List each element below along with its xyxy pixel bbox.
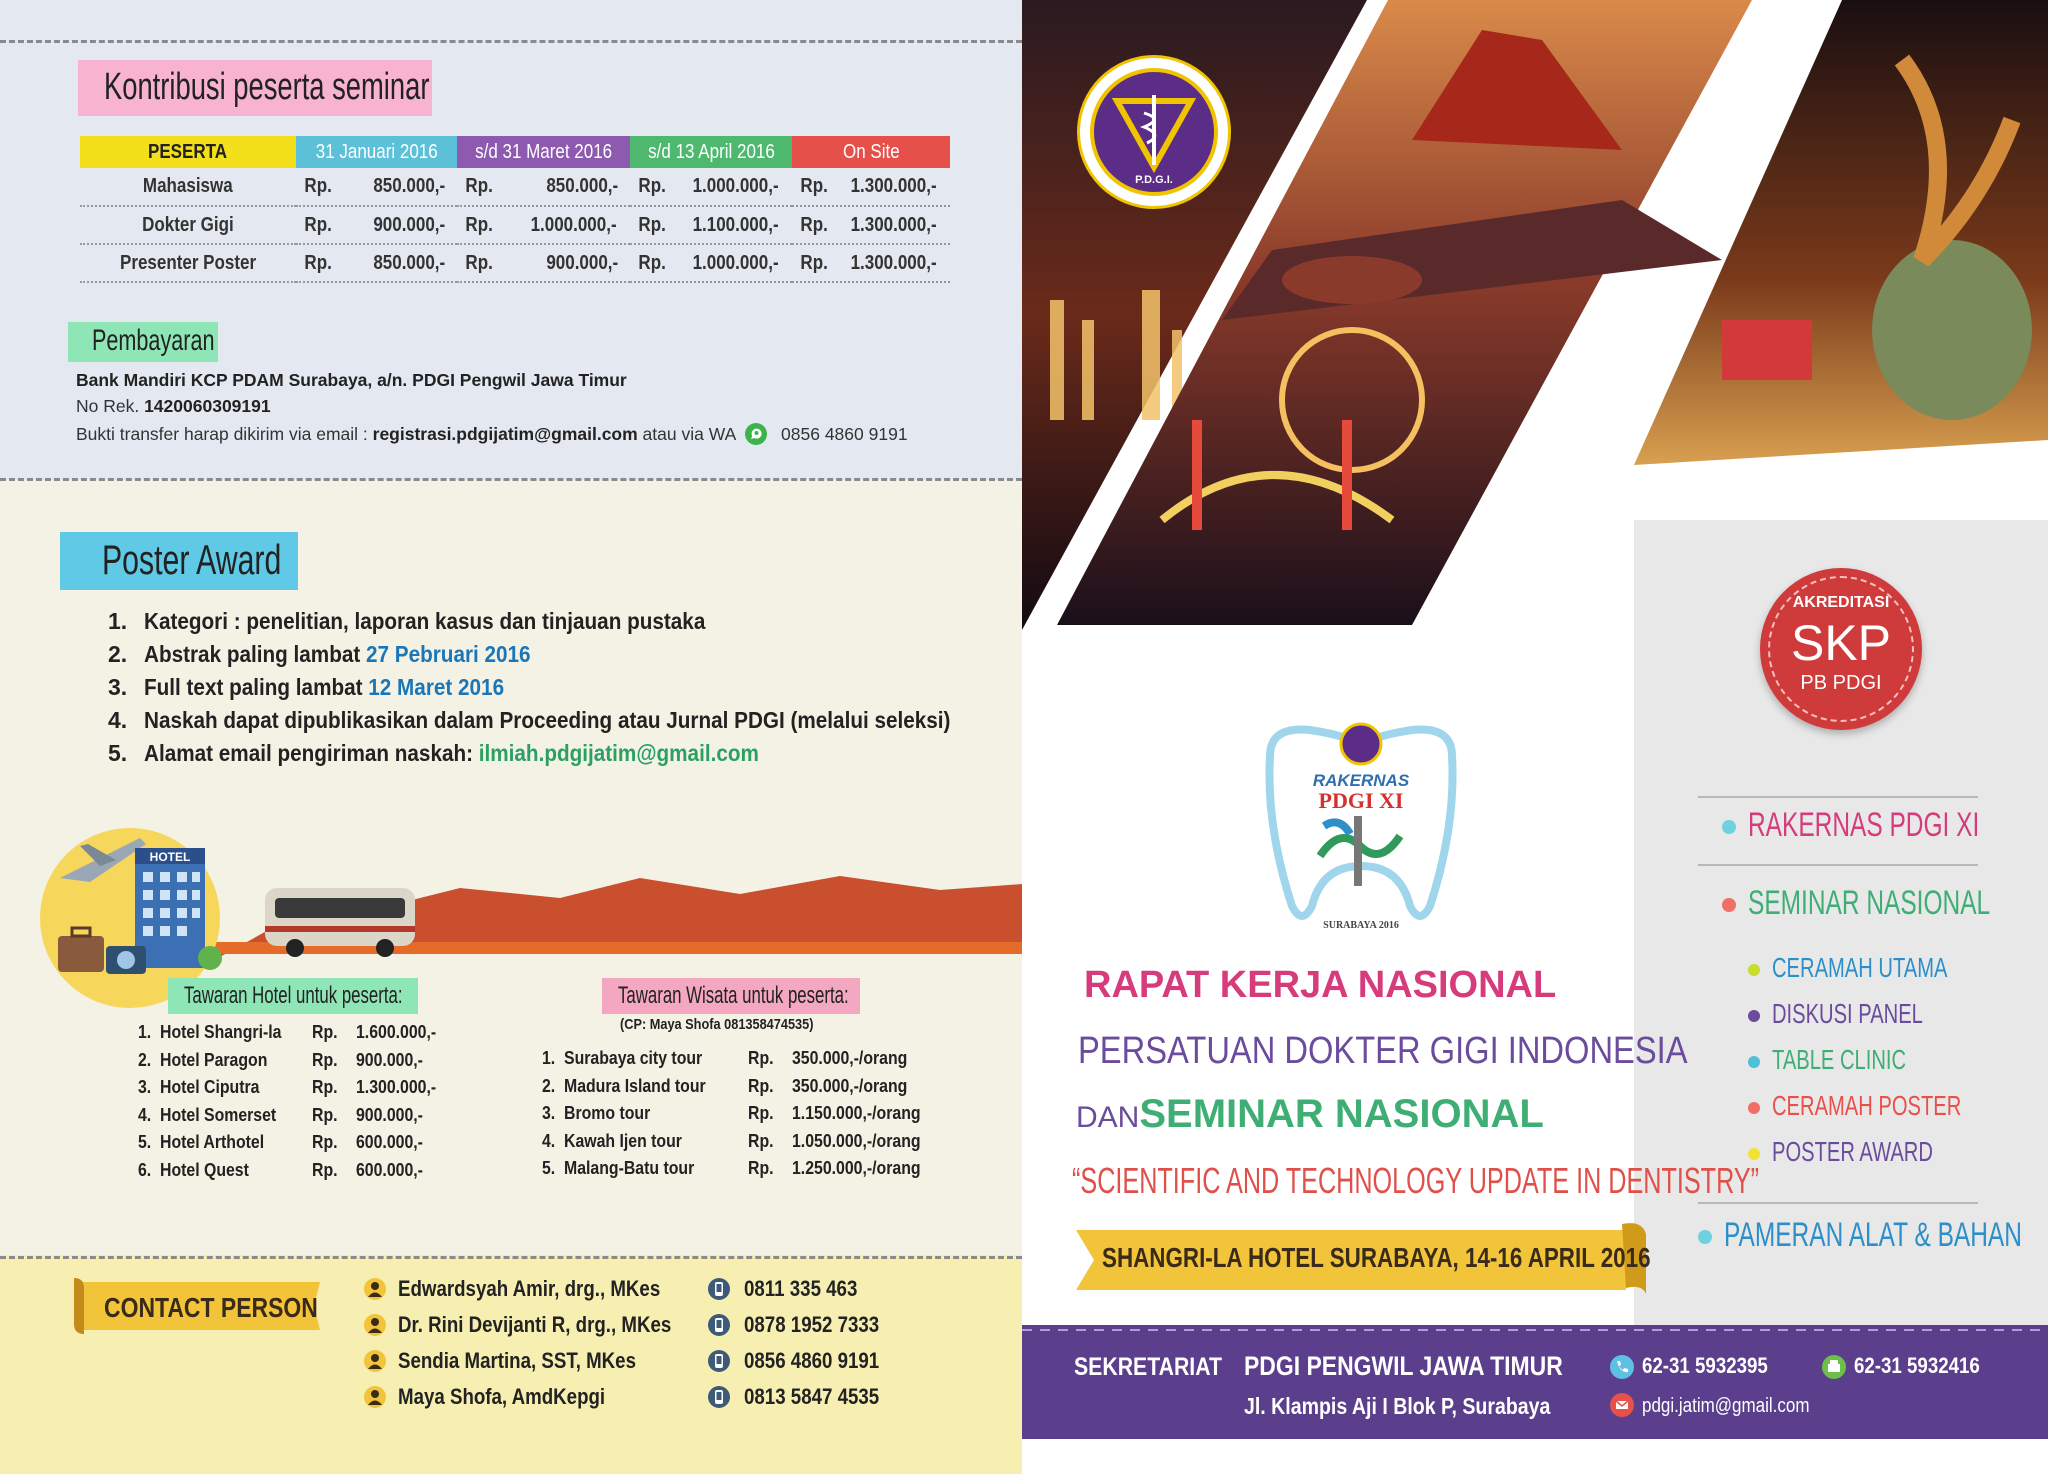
phone-icon <box>708 1314 730 1336</box>
tour-offer-item: 2. Madura Island tour Rp. 350.000,-/orang <box>542 1075 908 1096</box>
fees-amount-cell: Rp. 900.000,- <box>457 244 630 282</box>
whatsapp-icon <box>744 422 768 446</box>
menu-divider <box>1698 796 1978 798</box>
phone-icon <box>708 1350 730 1372</box>
contact-person-row: Dr. Rini Devijanti R, drg., MKes <box>364 1312 720 1348</box>
fees-heading: Kontribusi peserta seminar <box>78 60 432 116</box>
svg-text:RAKERNAS: RAKERNAS <box>1312 771 1410 790</box>
seminar-sub-item: TABLE CLINIC <box>1748 1044 2035 1090</box>
tree-shape <box>198 946 222 970</box>
stitch-divider <box>0 478 1022 481</box>
award-item: 3. Full text paling lambat 12 Maret 2016 <box>108 674 505 700</box>
hotel-offer-item: 6. Hotel Quest Rp. 600.000,- <box>138 1159 423 1180</box>
award-list <box>108 608 1022 773</box>
footer-dash <box>1022 1325 2048 1335</box>
fees-header-cell: PESERTA <box>80 136 296 168</box>
footer-bar <box>1022 1325 2048 1439</box>
tour-offer-item: 1. Surabaya city tour Rp. 350.000,-/orang <box>542 1048 908 1068</box>
fees-header-cell: On Site <box>792 136 950 168</box>
left-panel <box>0 0 1022 1474</box>
fees-participant-cell: Presenter Poster <box>80 244 296 282</box>
svg-text:SURABAYA 2016: SURABAYA 2016 <box>1323 920 1399 931</box>
person-icon <box>364 1278 386 1300</box>
person-icon <box>364 1386 386 1408</box>
tour-offer-list <box>542 1048 942 1186</box>
camera-icon <box>106 946 146 974</box>
contact-phone-row: 0856 4860 9191 <box>708 1348 903 1384</box>
contact-person-row: Edwardsyah Amir, drg., MKes <box>364 1276 720 1312</box>
seminar-sub-item: POSTER AWARD <box>1748 1136 2035 1182</box>
contact-phone-row: 0811 335 463 <box>708 1276 903 1312</box>
hotel-offer-item: 1. Hotel Shangri-la Rp. 1.600.000,- <box>138 1022 437 1042</box>
tour-offer-item: 3. Bromo tour Rp. 1.150.000,-/orang <box>542 1103 921 1123</box>
fees-amount-cell: Rp. 1.000.000,- <box>630 244 792 282</box>
menu-divider <box>1698 864 1978 866</box>
menu-item-rakernas: RAKERNAS PDGI XI <box>1722 806 2048 845</box>
fees-amount-cell: Rp. 900.000,- <box>296 206 457 244</box>
award-item: 1. Kategori : penelitian, laporan kasus dan tinjauan pustaka <box>108 608 706 634</box>
skp-badge <box>1760 568 1922 730</box>
hotel-offer-item: 2. Hotel Paragon Rp. 900.000,- <box>138 1049 423 1070</box>
contact-person-row: Maya Shofa, AmdKepgi <box>364 1384 720 1420</box>
fees-participant-cell: Mahasiswa <box>80 168 296 206</box>
hotel-offer-item: 5. Hotel Arthotel Rp. 600.000,- <box>138 1132 423 1152</box>
fees-row <box>80 206 950 244</box>
phone-icon <box>708 1386 730 1408</box>
tour-contact-note: (CP: Maya Shofa 081358474535) <box>620 1016 814 1033</box>
fees-amount-cell: Rp. 1.300.000,- <box>792 244 950 282</box>
skp-bottom-text: PB PDGI <box>1800 672 1882 694</box>
payment-proof: Bukti transfer harap dikirim via email : registrasi.pdgijatim@gmail.com atau via WA 0856 4860 9191 <box>76 424 908 444</box>
hotel-offer-heading: Tawaran Hotel untuk peserta: <box>168 978 418 1014</box>
hotel-offer-item: 3. Hotel Ciputra Rp. 1.300.000,- <box>138 1077 437 1097</box>
title-line-4: “SCIENTIFIC AND TECHNOLOGY UPDATE IN DENTISTRY” <box>1072 1160 1760 1201</box>
rakernas-logo <box>1250 716 1472 938</box>
venue-text: SHANGRI-LA HOTEL SURABAYA, 14-16 APRIL 2016 <box>1102 1242 1651 1273</box>
award-heading: Poster Award <box>60 532 298 590</box>
footer-address: Jl. Klampis Aji I Blok P, Surabaya <box>1244 1393 1551 1419</box>
contact-phone-row: 0813 5847 4535 <box>708 1384 903 1420</box>
bullet-icon <box>1722 820 1736 834</box>
footer-phone: 62-31 5932395 <box>1642 1353 1768 1378</box>
fees-amount-cell: Rp. 1.300.000,- <box>792 206 950 244</box>
phone-icon <box>1610 1355 1634 1379</box>
phone-icon <box>708 1278 730 1300</box>
menu-item-pameran: PAMERAN ALAT & BAHAN <box>1698 1216 2048 1255</box>
person-icon <box>364 1314 386 1336</box>
contact-phone-row: 0878 1952 7333 <box>708 1312 903 1348</box>
fees-amount-cell: Rp. 1.000.000,- <box>630 168 792 206</box>
fees-amount-cell: Rp. 850.000,- <box>296 168 457 206</box>
stitch-divider <box>0 40 1022 43</box>
seminar-sub-item: CERAMAH UTAMA <box>1748 952 2035 998</box>
seminar-sub-list <box>1748 952 2035 1182</box>
fees-header-cell: s/d 31 Maret 2016 <box>457 136 630 168</box>
contact-names <box>364 1276 720 1420</box>
menu-divider <box>1698 1202 1978 1204</box>
hotel-offer-list <box>138 1022 458 1187</box>
payment-bank: Bank Mandiri KCP PDAM Surabaya, a/n. PDGI Pengwil Jawa Timur <box>76 370 627 390</box>
tour-offer-item: 4. Kawah Ijen tour Rp. 1.050.000,-/orang <box>542 1130 921 1151</box>
fees-header-cell: 31 Januari 2016 <box>296 136 457 168</box>
footer-email: pdgi.jatim@gmail.com <box>1642 1395 1810 1417</box>
tour-offer-heading: Tawaran Wisata untuk peserta: <box>602 978 860 1014</box>
title-line-2: PERSATUAN DOKTER GIGI INDONESIA <box>1078 1030 1688 1072</box>
hotel-offer-item: 4. Hotel Somerset Rp. 900.000,- <box>138 1104 423 1125</box>
bullet-icon <box>1722 898 1736 912</box>
fees-amount-cell: Rp. 850.000,- <box>296 244 457 282</box>
payment-account: No Rek. 1420060309191 <box>76 396 271 416</box>
fees-amount-cell: Rp. 1.000.000,- <box>457 206 630 244</box>
contact-heading: CONTACT PERSON <box>104 1292 318 1323</box>
fax-icon <box>1822 1355 1846 1379</box>
award-item: 2. Abstrak paling lambat 27 Pebruari 2016 <box>108 641 531 667</box>
footer-sekretariat: SEKRETARIAT <box>1074 1353 1222 1381</box>
bullet-icon <box>1748 1148 1760 1160</box>
fees-amount-cell: Rp. 1.100.000,- <box>630 206 792 244</box>
title-line-3: DANSEMINAR NASIONAL <box>1076 1092 1544 1136</box>
fees-header-cell: s/d 13 April 2016 <box>630 136 792 168</box>
fees-table <box>80 136 950 283</box>
email-icon <box>1610 1393 1634 1417</box>
fees-participant-cell: Dokter Gigi <box>80 206 296 244</box>
bullet-icon <box>1748 964 1760 976</box>
pdgi-logo-text: P.D.G.I. <box>1135 174 1173 186</box>
svg-text:HOTEL: HOTEL <box>149 850 191 864</box>
award-item: 5. Alamat email pengiriman naskah: ilmiah.pdgijatim@gmail.com <box>108 740 759 766</box>
right-panel <box>1022 0 2048 1474</box>
award-item: 4. Naskah dapat dipublikasikan dalam Proceeding atau Jurnal PDGI (melalui seleksi) <box>108 707 951 733</box>
bullet-icon <box>1748 1102 1760 1114</box>
title-line-1: RAPAT KERJA NASIONAL <box>1084 964 1557 1006</box>
fees-amount-cell: Rp. 1.300.000,- <box>792 168 950 206</box>
fees-row <box>80 244 950 282</box>
skp-main-text: SKP <box>1790 615 1892 671</box>
skp-top-text: AKREDITASI <box>1792 594 1890 611</box>
contact-phones <box>708 1276 903 1420</box>
footer-org: PDGI PENGWIL JAWA TIMUR <box>1244 1351 1563 1381</box>
bullet-icon <box>1748 1010 1760 1022</box>
footer-fax: 62-31 5932416 <box>1854 1353 1980 1378</box>
stitch-divider <box>0 1256 1022 1259</box>
menu-item-seminar: SEMINAR NASIONAL <box>1722 884 2048 923</box>
payment-heading: Pembayaran <box>68 322 218 362</box>
fees-amount-cell: Rp. 850.000,- <box>457 168 630 206</box>
person-icon <box>364 1350 386 1372</box>
svg-text:PDGI XI: PDGI XI <box>1318 788 1404 813</box>
tour-offer-item: 5. Malang-Batu tour Rp. 1.250.000,-/orang <box>542 1158 921 1178</box>
fees-row <box>80 168 950 206</box>
contact-person-row: Sendia Martina, SST, MKes <box>364 1348 720 1384</box>
pdgi-logo <box>1080 58 1228 206</box>
seminar-sub-item: DISKUSI PANEL <box>1748 998 2035 1044</box>
seminar-sub-item: CERAMAH POSTER <box>1748 1090 2035 1136</box>
